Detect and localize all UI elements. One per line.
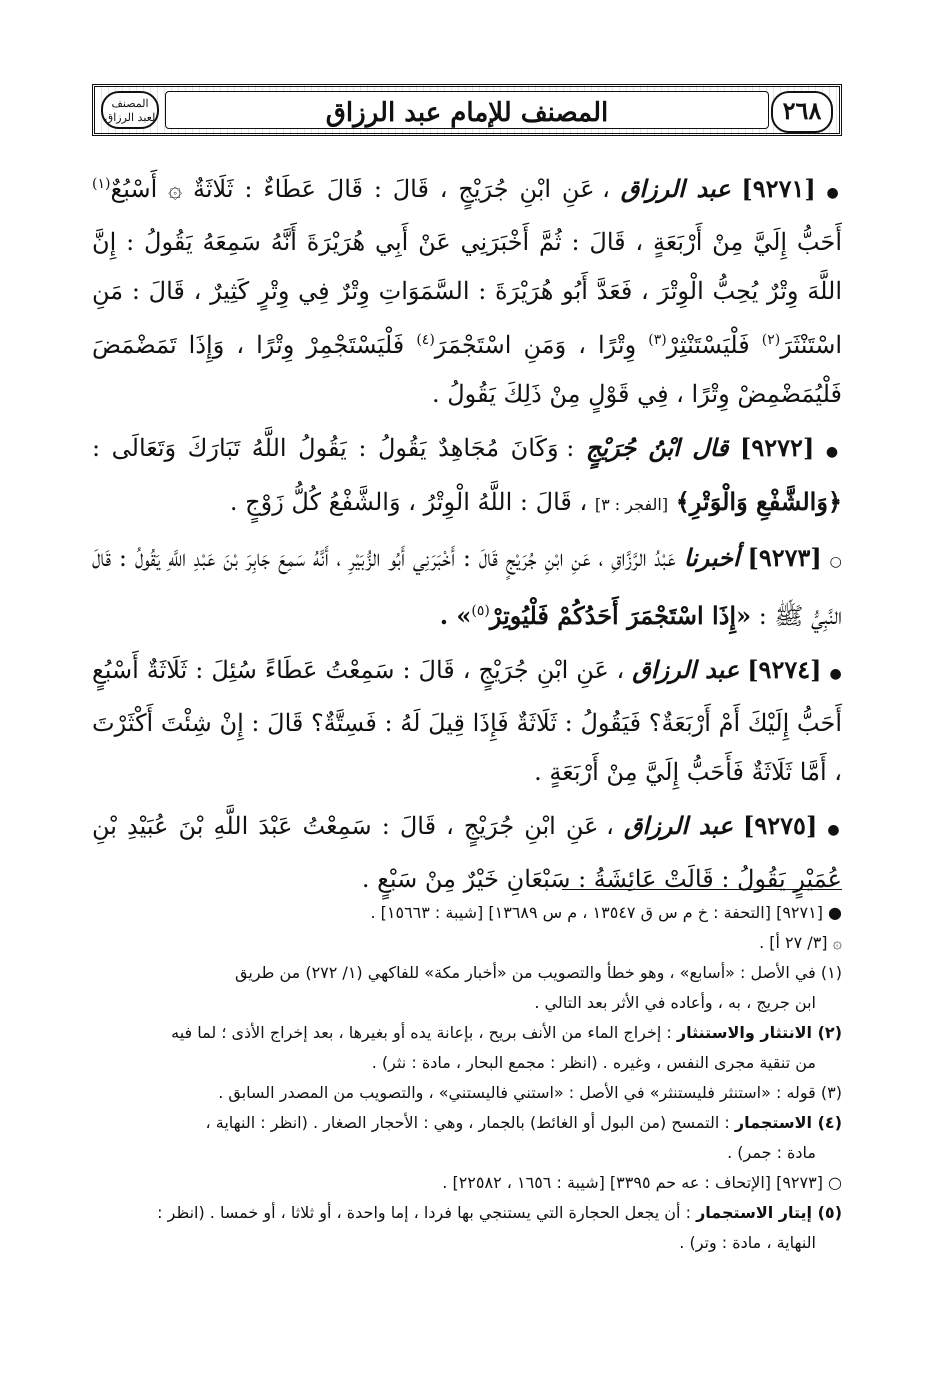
entry-9274 bbox=[92, 645, 842, 797]
entry-text: ، عَنِ ابْنِ جُرَيْجٍ ، قَالَ : سَمِعْتُ عَطَاءً سُئِلَ : ثَلَاثَةٌ أَسْبُعٍ أَحَبُّ إِلَيْكَ أَمْ أَرْبَعَةٌ؟ فَيَقُولُ : ثَلَاثَةٌ فَإِذَا قِيلَ لَهُ : فَسِتَّةٌ؟ قَالَ : إِنْ شِئْتَ أَكْثَرْتَ ، أَمَّا ثَلَاثَةٌ فَأَحَبُّ إِلَيَّ مِنْ أَرْبَعَةٍ . bbox=[92, 656, 842, 786]
footnote-ref: (٤) bbox=[416, 332, 435, 348]
footnotes bbox=[80, 898, 842, 1258]
bullet-mark: ● bbox=[826, 185, 842, 201]
entry-text: أَحَبُّ إِلَيَّ مِنْ أَرْبَعَةٍ ، قَالَ : ثُمَّ أَخْبَرَنِي عَنْ أَبِي هُرَيْرَةَ أَنَّهُ سَمِعَهُ يَقُولُ : إِنَّ اللَّهَ وِتْرٌ يُحِبُّ الْوِتْرَ ، فَعَدَّ أَبُو هُرَيْرَةَ : السَّمَوَاتِ وِتْرٌ فِي وِتْرٍ كَثِيرٌ ، قَالَ : مَنِ اسْتَنْثَرَ bbox=[92, 228, 842, 359]
footnote-2-cont: من تنقية مجرى النفس ، وغيره . (انظر : مجمع البحار ، مادة : نثر) . bbox=[371, 1053, 816, 1072]
footnote-source-9271: ● [٩٢٧١] [التحفة : خ م س ق ١٣٥٤٧ ، م س ١٣٦٨٩] [شيبة : ١٥٦٦٣] . bbox=[370, 903, 842, 922]
page-number: ٢٦٨ bbox=[771, 91, 833, 133]
entry-lead: أخبرنا bbox=[683, 543, 740, 572]
footnote-3: (٣) قوله : «استنثر فليستنثر» في الأصل : «استني فاليستني» ، والتصويب من المصدر السابق . bbox=[218, 1083, 842, 1102]
bullet-mark: ● bbox=[829, 666, 843, 682]
entry-9273 bbox=[92, 533, 842, 641]
footnote-1: (١) في الأصل : «أسابع» ، وهو خطأ والتصويب من «أخبار مكة» للفاكهي (١/ ٢٧٢) من طريق bbox=[235, 963, 842, 982]
entry-number: [٩٢٧٢] bbox=[740, 433, 815, 462]
bullet-mark: ○ bbox=[829, 554, 842, 570]
entry-text: : وَكَانَ مُجَاهِدٌ يَقُولُ : يَقُولُ اللَّهُ تَبَارَكَ وَتَعَالَى : bbox=[92, 434, 575, 462]
entry-9272 bbox=[92, 423, 842, 529]
entry-lead: عبد الرزاق bbox=[632, 655, 740, 684]
quran-verse: ﴿وَالشَّفْعِ وَالْوَتْرِ﴾ bbox=[675, 487, 842, 516]
footnote-4-cont: مادة : جمر) . bbox=[727, 1143, 816, 1162]
footnote-divider bbox=[562, 889, 842, 890]
running-title: المصنف للإمام عبد الرزاق bbox=[325, 98, 609, 128]
footnote-5 bbox=[80, 1198, 842, 1228]
entry-text: فَلْيَسْتَجْمِرْ وِتْرًا ، وَإِذَا تَمَضْمَضَ فَلْيُمَضْمِضْ وِتْرًا ، فِي قَوْلٍ مِنْ ذَلِكَ يَقُولُ . bbox=[92, 331, 842, 408]
entry-lead: قال ابْنُ جُرَيْجٍ bbox=[585, 433, 729, 462]
footnote-source-9273: ○ [٩٢٧٣] [الإتحاف : عه حم ٣٣٩٥] [شيبة : ١٦٥٦ ، ٢٢٥٨٢] . bbox=[442, 1173, 842, 1192]
entry-text: ، عَنِ ابْنِ جُرَيْجٍ ، قَالَ : سَمِعْتُ عَبْدَ اللَّهِ بْنَ عُبَيْدِ بْنِ عُمَيْرٍ يَقُولُ : قَالَتْ عَائِشَةُ : سَبْعَانِ خَيْرٌ مِنْ سَبْعٍ . bbox=[92, 812, 842, 893]
footnote-term: (٤) الاستجمار bbox=[734, 1113, 842, 1132]
entry-text: وِتْرًا ، وَمَنِ اسْتَجْمَرَ bbox=[434, 331, 637, 359]
entry-text: فَلْيَسْتَنْثِرْ bbox=[666, 331, 750, 359]
footnote-text: : أن يجعل الحجارة التي يستنجي بها فردا ، إما واحدة ، أو ثلاثا ، أو خمسا . (انظر : bbox=[157, 1203, 691, 1222]
entry-text: ، عَنِ ابْنِ جُرَيْجٍ ، قَالَ : قَالَ عَطَاءٌ : ثَلَاثَةٌ ۞ أَسْبُعٌ bbox=[110, 175, 610, 203]
main-text bbox=[92, 160, 842, 908]
bullet-mark: ● bbox=[825, 444, 842, 460]
quran-reference: [الفجر : ٣] bbox=[594, 495, 669, 514]
entry-lead: عبد الرزاق bbox=[623, 811, 733, 840]
footnote-ref: (٣) bbox=[648, 332, 667, 348]
footnote-5-cont: النهاية ، مادة : وتر) . bbox=[679, 1233, 816, 1252]
entry-number: [٩٢٧٤] bbox=[747, 655, 822, 684]
page-header bbox=[92, 84, 842, 136]
footnote-text: : التمسح (من البول أو الغائط) بالجمار ، وهي : الأحجار الصغار . (انظر : النهاية ، bbox=[205, 1113, 730, 1132]
entry-lead: عبد الرزاق bbox=[620, 174, 731, 203]
entry-9271 bbox=[92, 160, 842, 419]
hadith-quote: «إِذَا اسْتَجْمَرَ أَحَدُكُمْ فَلْيُوتِرْ bbox=[489, 601, 752, 630]
bullet-mark: ● bbox=[827, 822, 842, 838]
hadith-quote-end: » . bbox=[439, 601, 472, 630]
entry-text: عَبْدُ الرَّزَّاقِ ، عَنِ ابْنِ جُرَيْجٍ قَالَ : أَخْبَرَنِي أَبُو الزُّبَيْرِ ، أَنَّهُ سَمِعَ جَابِرَ بْنَ عَبْدِ اللَّهِ يَقُولُ : قَالَ النَّبِيُّ ﷺ : bbox=[92, 544, 842, 630]
entry-text: ، قَالَ : اللَّهُ الْوِتْرُ ، وَالشَّفْعُ كُلُّ زَوْجٍ . bbox=[229, 488, 588, 516]
footnote-text: : إخراج الماء من الأنف بريح ، بإعانة يده أو بغيرها ، بعد إخراج الأذى ؛ لما فيه bbox=[171, 1023, 672, 1042]
footnote-4 bbox=[80, 1108, 842, 1138]
entry-number: [٩٢٧٥] bbox=[743, 811, 818, 840]
footnote-ref: (١) bbox=[92, 176, 111, 192]
footnote-2 bbox=[80, 1018, 842, 1048]
footnote-ref: (٥) bbox=[471, 603, 490, 619]
header-title-frame bbox=[165, 91, 769, 129]
entry-number: [٩٢٧٣] bbox=[747, 543, 822, 572]
footnote-ref: (٢) bbox=[761, 332, 781, 348]
footnote-folio: ۞ [٣/ ٢٧ أ] . bbox=[759, 933, 842, 952]
book-emblem: المصنف لعبد الرزاق bbox=[101, 91, 159, 129]
entry-number: [٩٢٧١] bbox=[741, 174, 816, 203]
footnote-term: (٥) إيتار الاستجمار bbox=[696, 1203, 842, 1222]
footnote-1-cont: ابن جريج ، به ، وأعاده في الأثر بعد التالي . bbox=[534, 993, 816, 1012]
footnote-term: (٢) الانتثار والاستنثار bbox=[676, 1023, 842, 1042]
